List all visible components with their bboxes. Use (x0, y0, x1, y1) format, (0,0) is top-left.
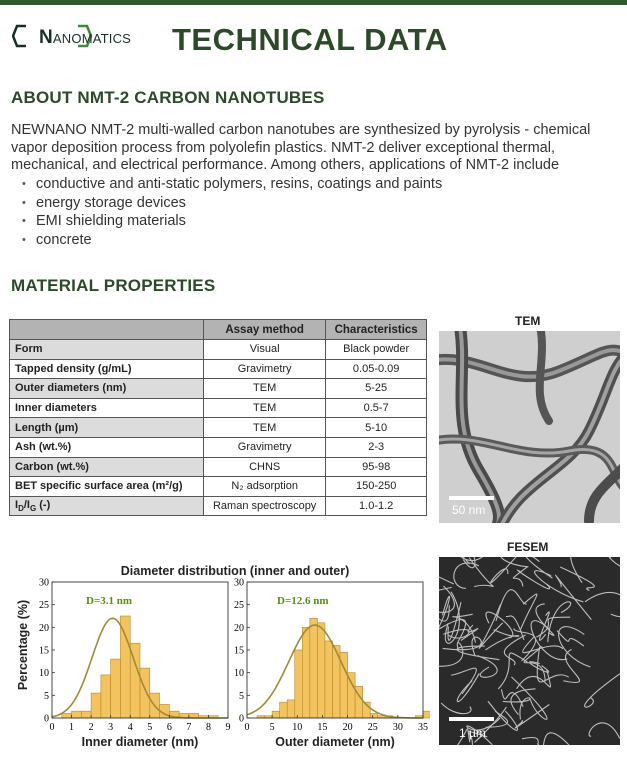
property-name: Carbon (wt.%) (10, 457, 204, 477)
mean-annotation: D=12.6 nm (277, 595, 329, 607)
y-tick-label: 10 (234, 668, 244, 680)
table-row (10, 496, 427, 516)
table-row (10, 398, 427, 418)
assay-method: Raman spectroscopy (204, 496, 326, 516)
table-row (10, 418, 427, 438)
fesem-micrograph (439, 557, 620, 745)
assay-method: Gravimetry (204, 359, 326, 379)
x-tick-label: 15 (317, 722, 328, 733)
histogram-bar (295, 650, 303, 718)
characteristic-value: Black powder (326, 340, 427, 360)
histogram-bar (370, 713, 378, 718)
assay-method: CHNS (204, 457, 326, 477)
x-tick-label: 9 (225, 722, 231, 733)
fesem-scale-label: 1 µm (459, 726, 486, 740)
y-tick-label: 0 (44, 713, 49, 725)
list-item: • conductive and anti-static polymers, resins, coatings and paints (22, 175, 442, 194)
top-accent-bar (0, 0, 627, 5)
applications-list (22, 175, 442, 249)
y-tick-label: 0 (239, 713, 244, 725)
x-axis-label: Inner diameter (nm) (81, 735, 199, 749)
characteristic-value: 2-3 (326, 437, 427, 457)
characteristic-value: 150-250 (326, 477, 427, 497)
histogram-bar (91, 693, 101, 718)
assay-method: Visual (204, 340, 326, 360)
histogram-bar (140, 668, 150, 718)
fesem-scale-bar (449, 717, 494, 721)
x-axis-label: Outer diameter (nm) (275, 735, 395, 749)
x-tick-label: 3 (108, 722, 114, 733)
x-tick-label: 2 (88, 722, 94, 733)
histogram-bar (423, 711, 430, 718)
y-tick-label: 15 (234, 645, 244, 657)
column-header-characteristics: Characteristics (326, 320, 427, 340)
x-tick-label: 8 (205, 722, 211, 733)
assay-method: N₂ adsorption (204, 477, 326, 497)
about-heading: ABOUT NMT-2 CARBON NANOTUBES (11, 88, 325, 107)
logo-word: ANOMATICS (52, 31, 132, 46)
fesem-fiber-image (439, 557, 620, 745)
x-tick-label: 6 (166, 722, 172, 733)
histogram-bar (72, 711, 82, 718)
x-tick-label: 0 (49, 722, 55, 733)
characteristic-value: 95-98 (326, 457, 427, 477)
y-tick-label: 5 (44, 690, 49, 702)
chart-title: Diameter distribution (inner and outer) (120, 564, 350, 578)
histogram-bar (317, 623, 325, 718)
y-tick-label: 10 (39, 668, 49, 680)
y-tick-label: 5 (239, 690, 244, 702)
y-tick-label: 30 (39, 577, 49, 589)
logo-letter: N (39, 27, 53, 48)
x-tick-label: 5 (147, 722, 153, 733)
characteristic-value: 5-25 (326, 379, 427, 399)
properties-table-body (10, 340, 427, 516)
table-header-row (10, 320, 427, 340)
nanomatics-logo (12, 18, 132, 52)
histogram-bar (62, 713, 72, 718)
y-tick-label: 20 (39, 622, 49, 634)
x-tick-label: 4 (127, 722, 133, 733)
y-axis-label: Percentage (%) (16, 599, 30, 691)
column-header-method: Assay method (204, 320, 326, 340)
tem-nanotube-image (439, 331, 620, 523)
histogram-bar (325, 641, 333, 718)
x-tick-label: 0 (244, 722, 250, 733)
x-tick-label: 1 (69, 722, 75, 733)
histogram-bar (287, 700, 295, 718)
property-name: BET specific surface area (m²/g) (10, 477, 204, 497)
page-title: TECHNICAL DATA (172, 22, 448, 57)
assay-method: TEM (204, 418, 326, 438)
histogram-bar (280, 702, 288, 718)
property-name: $I_D/I_G$ (-) (10, 496, 204, 516)
properties-heading: MATERIAL PROPERTIES (11, 276, 216, 295)
y-tick-label: 30 (234, 577, 244, 589)
y-tick-label: 25 (39, 600, 49, 612)
x-tick-label: 10 (292, 722, 303, 733)
x-tick-label: 30 (392, 722, 403, 733)
y-tick-label: 20 (234, 622, 244, 634)
characteristic-value: 0.5-7 (326, 398, 427, 418)
histogram-bar (120, 616, 130, 718)
properties-table (9, 319, 427, 516)
diameter-distribution-figure (0, 555, 430, 755)
histogram-bar (111, 659, 121, 718)
characteristic-value: 5-10 (326, 418, 427, 438)
characteristic-value: 0.05-0.09 (326, 359, 427, 379)
property-name: Inner diameters (10, 398, 204, 418)
table-row (10, 477, 427, 497)
x-tick-label: 20 (342, 722, 353, 733)
characteristic-value: 1.0-1.2 (326, 496, 427, 516)
logo-text (39, 27, 131, 49)
tem-label: TEM (515, 314, 541, 328)
assay-method: Gravimetry (204, 437, 326, 457)
table-row (10, 437, 427, 457)
tem-scale-label: 50 nm (452, 503, 486, 517)
histogram-bar (272, 711, 280, 718)
assay-method: TEM (204, 398, 326, 418)
table-row (10, 359, 427, 379)
table-row (10, 379, 427, 399)
histogram-bar (81, 711, 91, 718)
diameter-distribution-chart (0, 555, 430, 755)
list-item: • EMI shielding materials (22, 212, 442, 231)
list-item: • energy storage devices (22, 194, 442, 213)
property-name: Tapped density (g/mL) (10, 359, 204, 379)
list-item: • concrete (22, 231, 442, 250)
histogram-bar (310, 618, 318, 718)
histogram-bar (348, 673, 356, 718)
tem-scale-bar (449, 496, 494, 500)
property-name: Outer diameters (nm) (10, 379, 204, 399)
property-name: Length (µm) (10, 418, 204, 438)
x-tick-label: 35 (418, 722, 428, 733)
y-tick-label: 25 (234, 600, 244, 612)
tem-micrograph (439, 331, 620, 523)
mean-annotation: D=3.1 nm (86, 595, 132, 607)
histogram-bar (302, 627, 310, 718)
histogram-bar (101, 675, 111, 718)
x-tick-label: 25 (367, 722, 378, 733)
property-name: Form (10, 340, 204, 360)
y-tick-label: 15 (39, 645, 49, 657)
table-row (10, 340, 427, 360)
property-name: Ash (wt.%) (10, 437, 204, 457)
about-paragraph: NEWNANO NMT-2 multi-walled carbon nanotubes are synthesized by pyrolysis - chemical vapor deposition process from polyolefin plastics. NMT-2 deliver exceptional thermal, mechanical, and electrical performance. Among others, applications of NMT-2 include (11, 122, 591, 173)
column-header-property (10, 320, 204, 340)
x-tick-label: 5 (269, 722, 275, 733)
table-row (10, 457, 427, 477)
x-tick-label: 7 (186, 722, 192, 733)
fesem-label: FESEM (507, 540, 549, 554)
assay-method: TEM (204, 379, 326, 399)
